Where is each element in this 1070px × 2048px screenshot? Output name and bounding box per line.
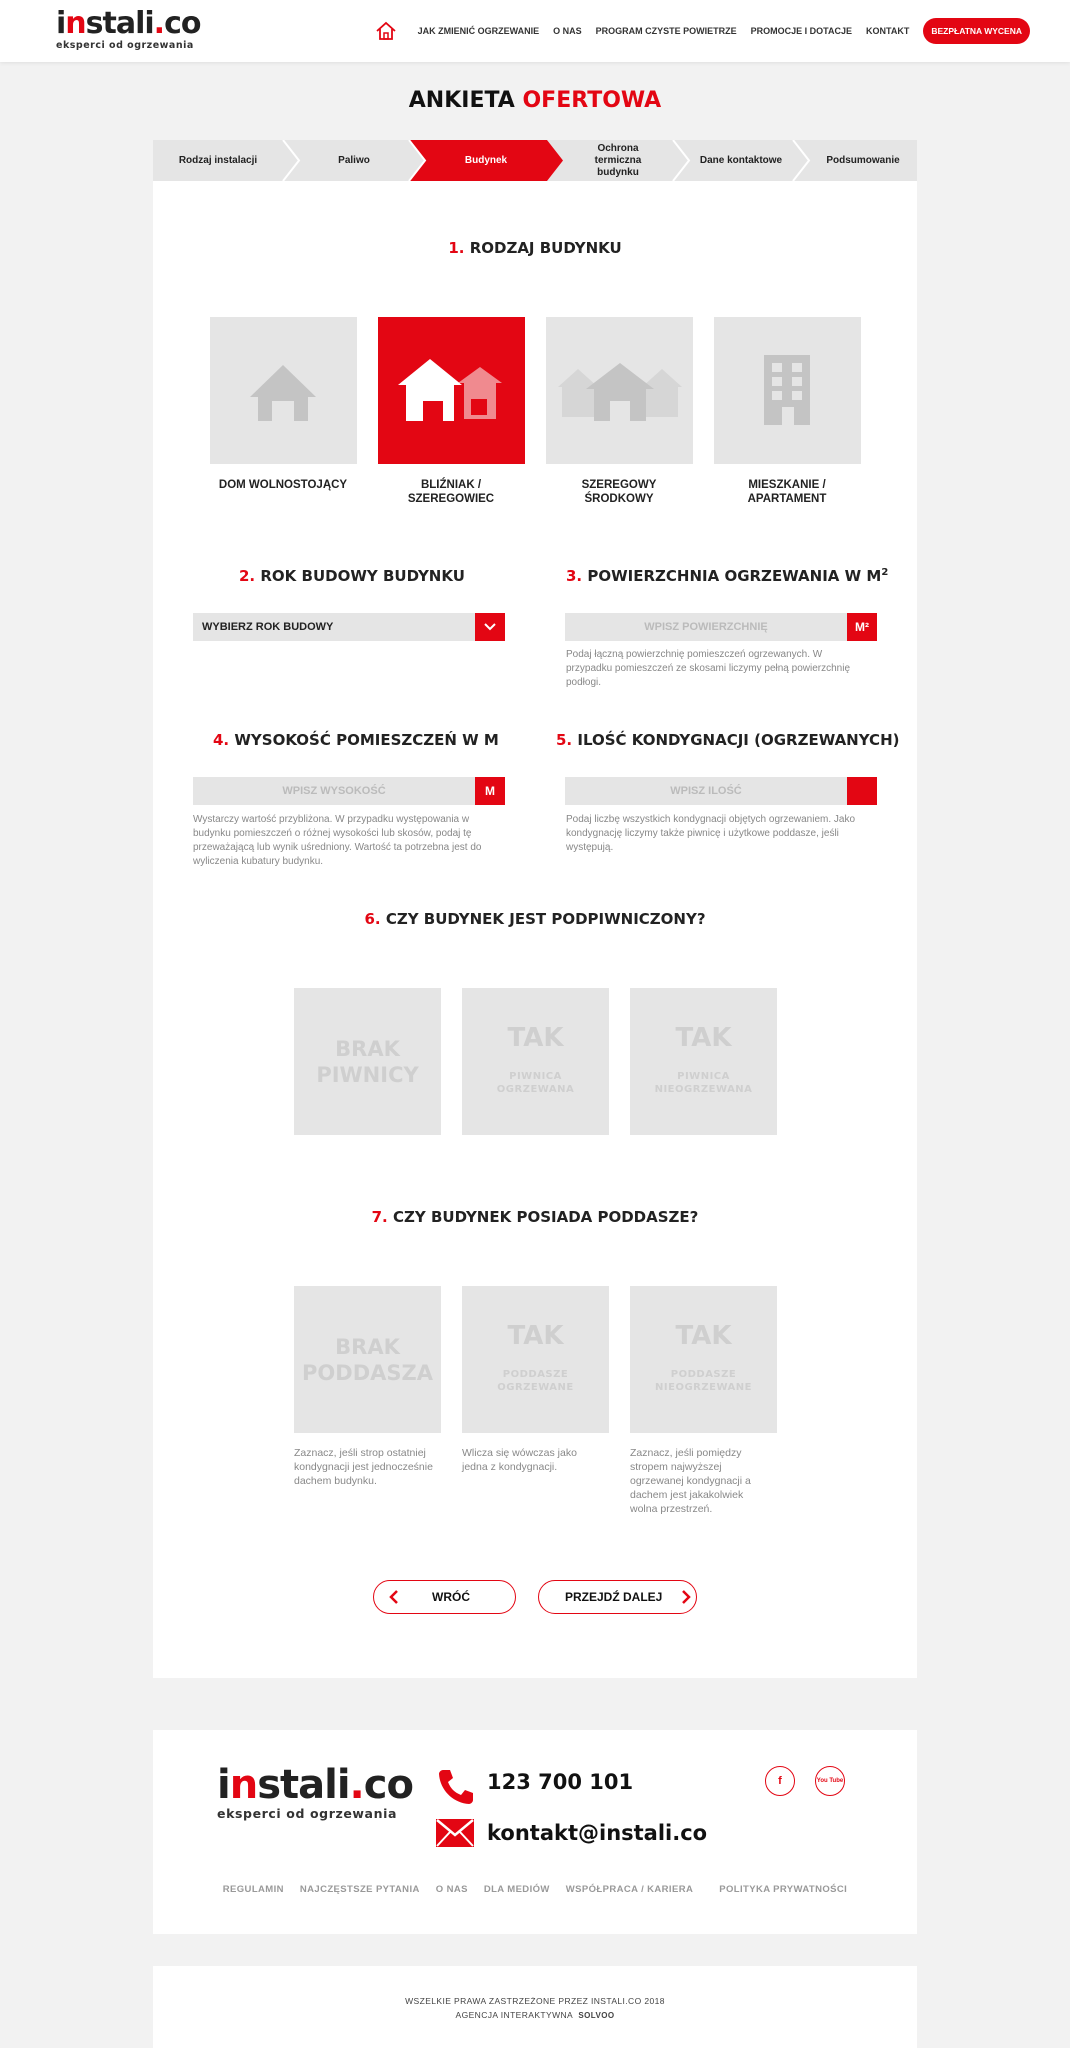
main-nav (375, 18, 1030, 44)
area-help-text: Podaj łączną powierzchnię pomieszczeń ogrzewanych. W przypadku pomieszczeń ze skosami liczymy pełną powierzchnię podłogi. (566, 649, 851, 688)
option-blizniak-szeregowiec[interactable] (378, 317, 525, 464)
apartment-building-icon (714, 317, 861, 464)
question-3-title: 3. POWIERZCHNIA OGRZEWANIA W $M^2$ (566, 567, 889, 585)
option-poddasze-nieogrzewane[interactable] (630, 1286, 777, 1433)
footer-link-polityka[interactable]: POLITYKA PRYWATNOŚCI (719, 1884, 848, 1895)
logo-wordmark: instali.co (56, 6, 201, 41)
footer-logo-tagline: eksperci od ogrzewania (217, 1806, 398, 1821)
chevron-down-icon[interactable] (475, 613, 505, 641)
detached-house-icon (210, 317, 357, 464)
option-text: PODDASZE (670, 1369, 737, 1380)
survey-card (153, 140, 917, 1678)
option-text: TAK (675, 1321, 732, 1351)
option-text: TAK (507, 1023, 564, 1053)
option-help-brak-poddasza: Zaznacz, jeśli strop ostatniej kondygnacji jest jednocześnie dachem budynku. (294, 1447, 433, 1487)
copyright-bar (153, 1966, 917, 2048)
option-text: OGRZEWANA (496, 1084, 575, 1095)
option-brak-poddasza[interactable] (294, 1286, 441, 1433)
floors-input-marker (847, 777, 877, 805)
footer-link-wspolpraca[interactable]: WSPÓŁPRACA / KARIERA (565, 1884, 694, 1895)
floors-input-placeholder: WPISZ ILOŚĆ (670, 785, 742, 797)
logo-tagline: eksperci od ogrzewania (56, 40, 194, 51)
free-quote-button[interactable]: BEZPŁATNA WYCENA (923, 18, 1030, 44)
home-icon[interactable] (375, 20, 397, 42)
footer-link-dla-mediow[interactable]: DLA MEDIÓW (483, 1884, 550, 1895)
agency-label: AGENCJA INTERAKTYWNA (455, 2010, 573, 2020)
area-input[interactable] (565, 613, 877, 641)
question-6-title: 6. CZY BUDYNEK JEST PODPIWNICZONY? (364, 910, 706, 928)
semi-detached-house-icon (378, 317, 525, 464)
option-szeregowy-srodkowy[interactable] (546, 317, 693, 464)
height-input[interactable] (193, 777, 505, 805)
option-text: PODDASZA (302, 1361, 433, 1385)
option-text: BRAK (335, 1335, 400, 1359)
page-title: ANKIETA OFERTOWA (408, 88, 662, 113)
option-text: PIWNICA (677, 1071, 730, 1082)
footer-email[interactable]: kontakt@instali.co (487, 1821, 708, 1845)
step-ochrona-termiczna[interactable]: Ochrona termiczna budynku (594, 142, 642, 178)
youtube-icon[interactable]: You Tube (815, 1766, 845, 1796)
chevron-right-icon (680, 1589, 692, 1605)
option-brak-piwnicy[interactable] (294, 988, 441, 1135)
option-text: BRAK (335, 1037, 400, 1061)
option-piwnica-ogrzewana[interactable] (462, 988, 609, 1135)
question-5-title: 5. ILOŚĆ KONDYGNACJI (OGRZEWANYCH) (556, 731, 900, 749)
agency-credit (153, 2010, 917, 2020)
floors-help-text: Podaj liczbę wszystkich kondygnacji objętych ogrzewaniem. Jako kondygnację liczymy także piwnicę i użytkowe poddasze, jeśli występują. (566, 814, 856, 853)
agency-logo[interactable]: SOLVOO (578, 2011, 615, 2020)
progress-stepper (153, 140, 917, 181)
phone-icon (435, 1766, 475, 1806)
option-text: PODDASZE (502, 1369, 569, 1380)
year-select-value: WYBIERZ ROK BUDOWY (202, 621, 334, 633)
step-podsumowanie[interactable]: Podsumowanie (826, 154, 900, 166)
option-text: NIEOGRZEWANE (655, 1382, 752, 1393)
option-text: OGRZEWANE (497, 1382, 574, 1393)
back-button-label: WRÓĆ (432, 1590, 470, 1604)
step-paliwo[interactable]: Paliwo (338, 154, 370, 166)
height-input-placeholder: WPISZ WYSOKOŚĆ (282, 785, 386, 797)
chevron-left-icon (388, 1589, 400, 1605)
copyright-text: WSZELKIE PRAWA ZASTRZEŻONE PRZEZ INSTALI.CO 2018 (405, 1996, 665, 2006)
footer-phone[interactable]: 123 700 101 (487, 1770, 634, 1794)
nav-item-promocje[interactable]: PROMOCJE I DOTACJE (750, 26, 852, 36)
question-2-title: 2. ROK BUDOWY BUDYNKU (239, 567, 465, 585)
nav-item-o-nas[interactable]: O NAS (553, 26, 582, 36)
site-header (0, 0, 1070, 62)
question-7-title: 7. CZY BUDYNEK POSIADA PODDASZE? (371, 1208, 699, 1226)
option-poddasze-ogrzewane[interactable] (462, 1286, 609, 1433)
step-rodzaj-instalacji[interactable]: Rodzaj instalacji (178, 154, 258, 166)
site-footer (153, 1730, 917, 1934)
option-text: TAK (507, 1321, 564, 1351)
option-label-blizniak: BLIŹNIAK / SZEREGOWIEC (407, 479, 495, 505)
mail-icon (435, 1818, 475, 1848)
footer-link-faq[interactable]: NAJCZĘSTSZE PYTANIA (299, 1884, 420, 1895)
question-1-title: 1. RODZAJ BUDYNKU (448, 239, 622, 257)
floors-input[interactable] (565, 777, 877, 805)
option-label-mieszkanie: MIESZKANIE / APARTAMENT (747, 479, 827, 505)
height-help-text: Wystarczy wartość przybliżona. W przypadku występowania w budynku pomieszczeń o różnej wysokości lub skosów, podaj tę przeważającą lub wynik uśredniony. Wartość ta potrzebna jest do wyliczenia kubatury budynku. (193, 814, 482, 867)
footer-links (153, 1884, 917, 1895)
next-button-label: PRZEJDŹ DALEJ (565, 1590, 663, 1604)
option-text: NIEOGRZEWANA (654, 1084, 753, 1095)
option-text: PIWNICA (509, 1071, 562, 1082)
option-label-szeregowy: SZEREGOWY ŚRODKOWY (581, 479, 657, 505)
footer-logo[interactable] (217, 1764, 413, 1821)
year-select[interactable] (193, 613, 505, 641)
area-unit-label: M² (847, 613, 877, 641)
next-button[interactable] (538, 1580, 697, 1614)
footer-link-o-nas[interactable]: O NAS (435, 1884, 468, 1895)
question-4-title: 4. WYSOKOŚĆ POMIESZCZEŃ W M (213, 731, 499, 749)
option-text: PIWNICY (316, 1063, 419, 1087)
site-logo[interactable] (56, 8, 200, 51)
nav-item-program[interactable]: PROGRAM CZYSTE POWIETRZE (595, 26, 737, 36)
option-help-poddasze-nieogrzewane: Zaznacz, jeśli pomiędzy stropem najwyższej ogrzewanej kondygnacji a dachem jest jakakolwiek wolna przestrzeń. (630, 1447, 751, 1515)
nav-item-jak-zmienic[interactable]: JAK ZMIENIĆ OGRZEWANIE (417, 26, 540, 36)
option-text: TAK (675, 1023, 732, 1053)
nav-item-kontakt[interactable]: KONTAKT (866, 26, 910, 36)
step-budynek[interactable]: Budynek (464, 154, 508, 166)
footer-logo-wordmark: instali.co (217, 1762, 413, 1808)
facebook-icon[interactable]: f (765, 1766, 795, 1796)
option-label-dom: DOM WOLNOSTOJĄCY (218, 479, 348, 491)
back-button[interactable] (373, 1580, 516, 1614)
option-dom-wolnostojacy[interactable] (210, 317, 357, 464)
row-house-icon (546, 317, 693, 464)
option-piwnica-nieogrzewana[interactable] (630, 988, 777, 1135)
footer-link-regulamin[interactable]: REGULAMIN (222, 1884, 284, 1895)
step-dane-kontaktowe[interactable]: Dane kontaktowe (699, 154, 783, 166)
option-mieszkanie-apartament[interactable] (714, 317, 861, 464)
option-help-poddasze-ogrzewane: Wlicza się wówczas jako jedna z kondygnacji. (462, 1447, 577, 1473)
area-input-placeholder: WPISZ POWIERZCHNIĘ (644, 621, 768, 633)
height-unit-label: M (475, 777, 505, 805)
